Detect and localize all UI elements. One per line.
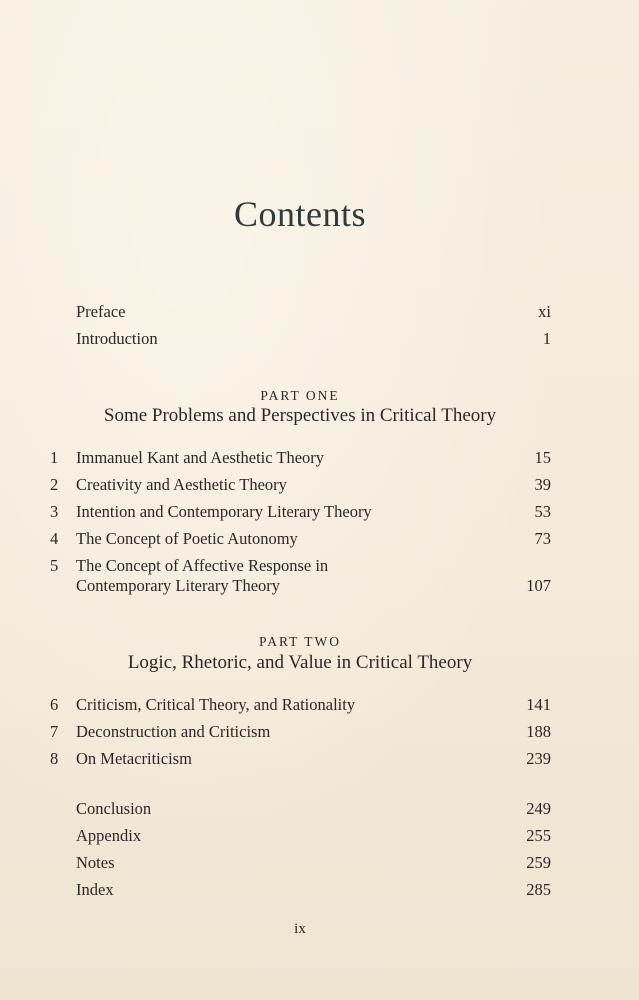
chapter-number: 5 <box>50 556 59 575</box>
toc-entry-label: Introduction <box>76 329 158 348</box>
chapter-number: 6 <box>50 695 59 714</box>
chapter-title-line-2: Contemporary Literary Theory <box>76 576 281 595</box>
toc-entry-label: Appendix <box>76 826 142 845</box>
chapter-number: 8 <box>50 749 59 768</box>
part-one-heading: PART ONE <box>260 388 340 403</box>
toc-entry-page: 1 <box>542 329 551 348</box>
toc-entry-label: Notes <box>76 853 115 872</box>
chapter-title: Criticism, Critical Theory, and Rationality <box>76 695 356 714</box>
chapter-title: On Metacriticism <box>76 749 192 768</box>
chapter-page: 39 <box>534 475 551 494</box>
chapter-title: Creativity and Aesthetic Theory <box>76 475 287 494</box>
toc-entry-page: 255 <box>526 826 551 845</box>
chapter-number: 7 <box>50 722 59 741</box>
chapter-title: The Concept of Poetic Autonomy <box>76 529 298 548</box>
chapter-page: 15 <box>534 448 551 467</box>
page-number: ix <box>294 921 306 937</box>
chapter-number: 4 <box>50 529 59 548</box>
chapter-title-line-1: The Concept of Affective Response in <box>76 556 329 575</box>
toc-entry-page: xi <box>538 302 551 321</box>
chapter-number: 1 <box>50 448 59 467</box>
chapter-page: 239 <box>526 749 551 768</box>
chapter-page: 73 <box>534 529 551 548</box>
toc-entry-page: 249 <box>526 799 551 818</box>
part-two-title: Logic, Rhetoric, and Value in Critical Theory <box>127 652 473 673</box>
chapter-page: 107 <box>526 576 551 595</box>
part-one-title: Some Problems and Perspectives in Critical Theory <box>103 405 497 426</box>
chapter-number: 2 <box>50 475 59 494</box>
toc-entry-label: Conclusion <box>76 799 152 818</box>
chapter-title: Deconstruction and Criticism <box>76 722 271 741</box>
toc-entry-page: 259 <box>526 853 551 872</box>
chapter-title: Immanuel Kant and Aesthetic Theory <box>76 448 325 467</box>
toc-entry-label: Index <box>76 880 114 899</box>
page-title: Contents <box>233 194 366 234</box>
chapter-number: 3 <box>50 502 59 521</box>
chapter-page: 53 <box>534 502 551 521</box>
chapter-page: 141 <box>526 695 551 714</box>
toc-entry-label: Preface <box>76 302 126 321</box>
toc-entry-page: 285 <box>526 880 551 899</box>
part-two-heading: PART TWO <box>258 634 342 649</box>
chapter-page: 188 <box>526 722 551 741</box>
chapter-title: Intention and Contemporary Literary Theory <box>76 502 372 521</box>
